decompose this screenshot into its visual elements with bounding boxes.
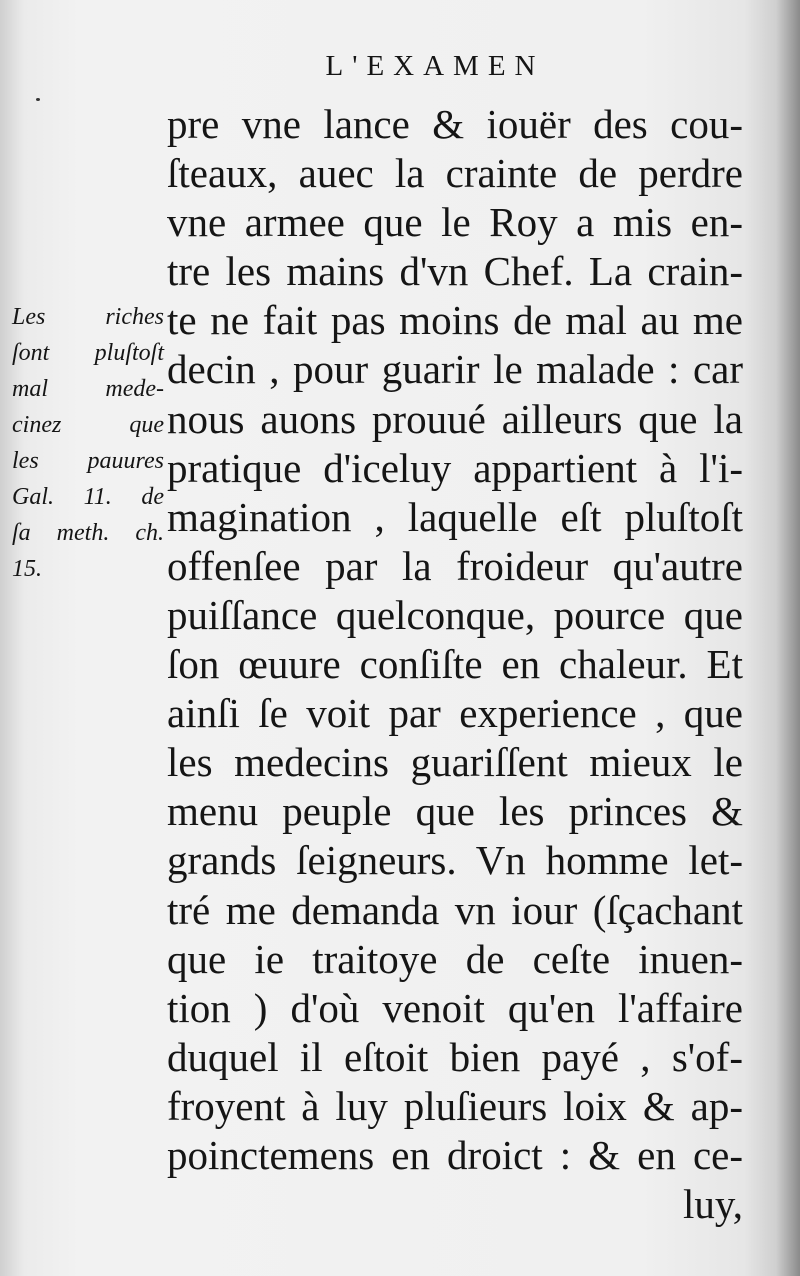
text-line: pre vne lance & iouër des cou- bbox=[167, 101, 743, 147]
text-line: offenſee par la froideur qu'autre bbox=[167, 542, 743, 589]
text-line: que ie traitoye de ceſte inuen- bbox=[167, 935, 743, 982]
text-line: decin , pour guarir le malade : car bbox=[167, 346, 743, 393]
text-line: tion ) d'où venoit qu'en l'affaire bbox=[167, 984, 743, 1031]
text-line: magination , laquelle eſt pluſtoſt bbox=[167, 493, 743, 540]
text-line: grands ſeigneurs. Vn homme let- bbox=[167, 837, 743, 884]
margin-note-line: les pauures bbox=[12, 448, 164, 474]
text-line: froyent à luy pluſieurs loix & ap- bbox=[167, 1082, 743, 1129]
ink-speck bbox=[36, 98, 40, 101]
text-line: poinctemens en droict : & en ce- bbox=[167, 1131, 743, 1178]
margin-note bbox=[12, 299, 164, 587]
text-line: menu peuple que les princes & bbox=[167, 788, 743, 835]
margin-note-line: Gal. 11. de bbox=[12, 484, 164, 510]
text-line: tré me demanda vn iour (ſçachant bbox=[167, 886, 743, 933]
running-head: L'EXAMEN bbox=[325, 50, 545, 82]
text-line: vne armee que le Roy a mis en- bbox=[167, 199, 743, 246]
margin-note-line: ſont pluſtoſt bbox=[12, 340, 164, 366]
text-line: les medecins guariſſent mieux le bbox=[167, 739, 743, 786]
text-line: ſteaux, auec la crainte de perdre bbox=[167, 150, 743, 197]
text-line: ſon œuure conſiſte en chaleur. Et bbox=[167, 641, 743, 688]
text-line: duquel il eſtoit bien payé , s'of- bbox=[167, 1033, 743, 1080]
text-line: puiſſance quelconque, pource que bbox=[167, 591, 743, 638]
margin-note-line: 15. bbox=[12, 556, 42, 582]
text-line: ainſi ſe voit par experience , que bbox=[167, 690, 743, 737]
margin-note-line: ſa meth. ch. bbox=[12, 520, 164, 546]
main-text-block bbox=[167, 100, 743, 1229]
text-line: pratique d'iceluy appartient à l'i- bbox=[167, 444, 743, 491]
margin-note-line: cinez que bbox=[12, 412, 164, 438]
text-line: te ne fait pas moins de mal au me bbox=[167, 297, 743, 344]
catchword: luy, bbox=[683, 1181, 743, 1228]
text-line: nous auons prouué ailleurs que la bbox=[167, 395, 743, 442]
margin-note-line: Les riches bbox=[12, 304, 164, 330]
text-line: tre les mains d'vn Chef. La crain- bbox=[167, 248, 743, 295]
margin-note-line: mal mede- bbox=[12, 376, 164, 402]
